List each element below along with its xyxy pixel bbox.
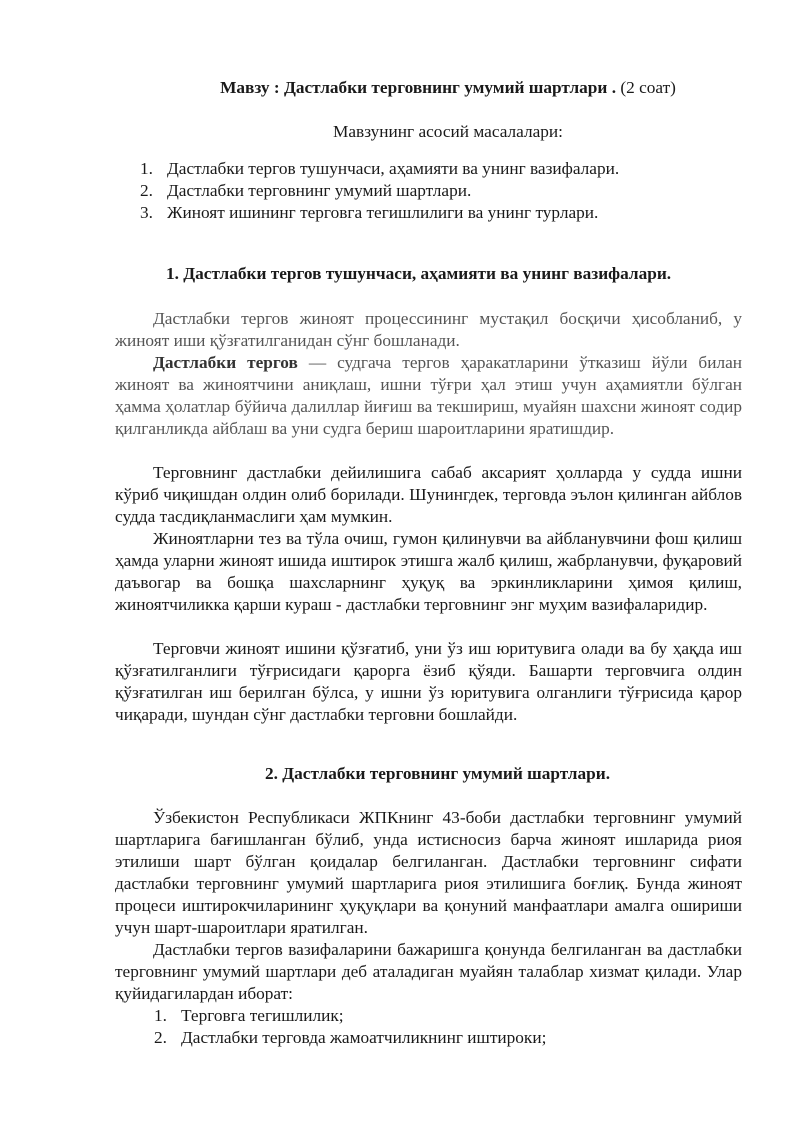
topics-list <box>140 158 619 224</box>
section-1-heading: 1. Дастлабки тергов тушунчаси, аҳамияти ва унинг вазифалари. <box>166 264 672 283</box>
list-item: 2. Дастлабки терговнинг умумий шартлари. <box>140 181 472 200</box>
list-item: 1. Терговга тегишлилик; <box>154 1006 344 1025</box>
paragraph: Ўзбекистон Республикаси ЖПКнинг 43-боби дастлабки терговнинг умумий шартларига бағишланган бўлиб, унда истисносиз барча жиноят ишларида риоя этилиши шарт бўлган қоидалар белгиланган. Дастлабки терговнинг сифати дастлабки терговнинг умумий шартларига риоя этилишига боғлиқ. Бунда жиноят процеси иштирокчиларининг ҳуқуқлари ва қонуний манфаатлари амалга ошириши учун шарт-шароитлари яратилган. <box>115 808 742 937</box>
list-item: 3. Жиноят ишининг терговга тегишлилиги ва унинг турлари. <box>140 203 599 222</box>
paragraph: Терговчи жиноят ишини қўзғатиб, уни ўз иш юритувига олади ва бу ҳақда иш қўзғатилганлиги тўғрисидаги қарорга ёзиб қўяди. Башарти терговчига олдин қўзғатилган иш берилган бўлса, у ишни ўз юритувига олганлиги тўғрисида қарор чиқаради, шундан сўнг дастлабки терговни бошлайди. <box>115 639 742 724</box>
definition-text: — судгача тергов ҳаракатларини ўтказиш йўли билан жиноят ва жиноятчини аниқлаш, ишни тўғри ҳал этиш учун аҳамиятли бўлган ҳамма ҳолатлар бўйича далиллар йиғиш ва текшириш, муайян шахсни жиноят содир қилганликда айблаш ва уни судга бериш шароитларини яратишдир. <box>115 353 742 438</box>
section-2-heading: 2. Дастлабки терговнинг умумий шартлари. <box>265 764 611 783</box>
title-duration: (2 соат) <box>616 78 676 97</box>
paragraph-definition <box>115 352 742 440</box>
paragraph: Терговнинг дастлабки дейилишига сабаб аксарият ҳолларда у судда ишни кўриб чиқишдан олдин олиб борилади. Шунингдек, терговда эълон қилинган айблов судда тасдиқланмаслиги ҳам мумкин. <box>115 463 742 526</box>
definition-term: Дастлабки тергов <box>153 353 298 372</box>
paragraph: Дастлабки тергов вазифаларини бажаришга қонунда белгиланган ва дастлабки терговнинг умумий шартлари деб аталадиган муайян талаблар хизмат қилади. Улар қуйидагилардан иборат: <box>115 940 742 1003</box>
paragraph: Дастлабки тергов жиноят процессининг мустақил босқичи ҳисобланиб, у жиноят иши қўзғатилганидан сўнг бошланади. <box>115 309 742 350</box>
topics-subtitle: Мавзунинг асосий масалалари: <box>333 122 563 141</box>
title-bold-text: Мавзу : Дастлабки терговнинг умумий шартлари . <box>220 78 617 97</box>
list-item: 2. Дастлабки терговда жамоатчиликнинг иштироки; <box>154 1028 547 1047</box>
paragraph: Жиноятларни тез ва тўла очиш, гумон қилинувчи ва айбланувчини фош қилиш ҳамда уларни жиноят ишида иштирок этишга жалб қилиш, жабрланувчи, фуқаровий даъвогар ва бошқа шахсларнинг ҳуқуқ ва эркинликларини ҳимоя қилиш, жиноятчиликка қарши кураш - дастлабки терговнинг энг муҳим вазифаларидир. <box>115 529 742 614</box>
conditions-list <box>154 1005 546 1049</box>
document-title <box>0 77 800 99</box>
list-item: 1. Дастлабки тергов тушунчаси, аҳамияти ва унинг вазифалари. <box>140 159 620 178</box>
